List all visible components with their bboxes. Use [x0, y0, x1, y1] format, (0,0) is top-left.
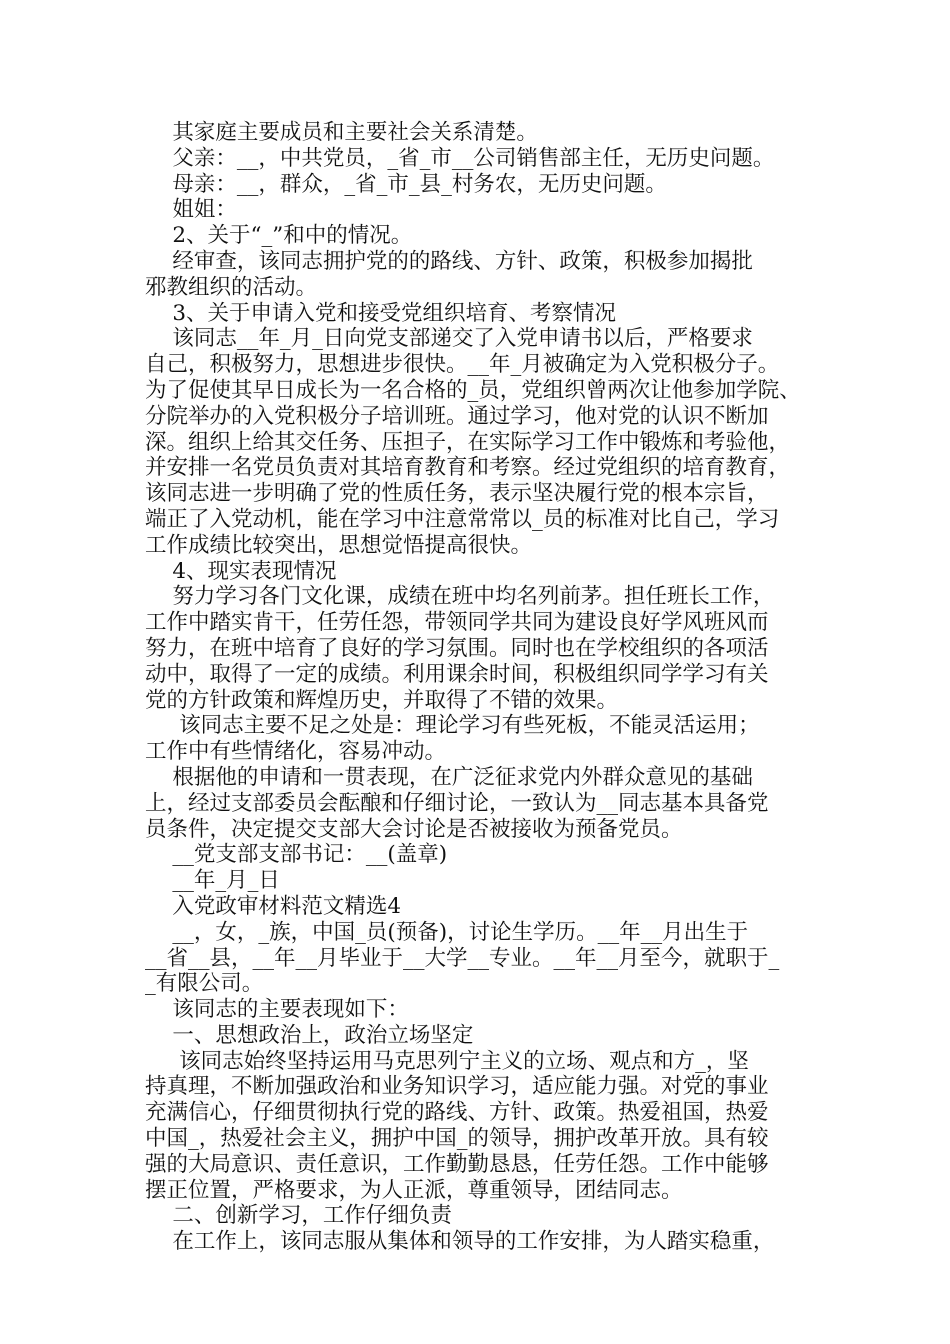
text-line: 工作中踏实肯干，任劳任怨，带领同学共同为建设良好学风班风而: [145, 610, 769, 636]
text-line: 自己，积极努力，思想进步很快。__年_月被确定为入党积极分子。: [145, 352, 780, 378]
text-line: 深。组织上给其交任务、压担子，在实际学习工作中锻炼和考验他，: [145, 429, 791, 455]
text-line: __，女，_族，中国_员(预备)，讨论生学历。__年__月出生于: [145, 919, 749, 945]
text-line: 为了促使其早日成长为一名合格的_员，党组织曾两次让他参加学院、: [145, 377, 801, 403]
text-line: 该同志进一步明确了党的性质任务，表示坚决履行党的根本宗旨，: [145, 481, 769, 507]
section-heading: 2、关于“_”和中的情况。: [145, 223, 413, 249]
text-line: 工作成绩比较突出，思想觉悟提高很快。: [145, 532, 533, 558]
text-line: 持真理，不断加强政治和业务知识学习，适应能力强。对党的事业: [145, 1074, 769, 1100]
text-line: 端正了入党动机，能在学习中注意常常以_员的标准对比自己，学习: [145, 506, 780, 532]
text-line: 动中，取得了一定的成绩。利用课余时间，积极组织同学学习有关: [145, 661, 769, 687]
date-line: __年_月_日: [145, 868, 280, 894]
text-line: 努力，在班中培育了良好的学习氛围。同时也在学校组织的各项活: [145, 635, 769, 661]
text-line: 根据他的申请和一贯表现，在广泛征求党内外群众意见的基础: [145, 764, 753, 790]
text-line: 员条件，决定提交支部大会讨论是否被接收为预备党员。: [145, 816, 683, 842]
section-heading: 二、创新学习，工作仔细负责: [145, 1203, 452, 1229]
text-line: 中国_，热爱社会主义，拥护中国_的领导，拥护改革开放。具有较: [145, 1126, 769, 1152]
document-page: [145, 120, 825, 1255]
text-line: 上，经过支部委员会酝酿和仔细讨论，一致认为__同志基本具备党: [145, 790, 769, 816]
text-line: 该同志主要不足之处是：理论学习有些死板，不能灵活运用；: [145, 713, 760, 739]
text-line: 摆正位置，严格要求，为人正派，尊重领导，团结同志。: [145, 1177, 683, 1203]
text-line: 父亲：__，中共党员，_省_市__公司销售部主任，无历史问题。: [145, 145, 775, 171]
text-line: 充满信心，仔细贯彻执行党的路线、方针、政策。热爱祖国，热爱: [145, 1100, 769, 1126]
text-line: 并安排一名党员负责对其培育教育和考察。经过党组织的培育教育，: [145, 455, 791, 481]
text-line: _有限公司。: [145, 971, 264, 997]
section-heading: 入党政审材料范文精选4: [145, 893, 402, 919]
signature-line: __党支部支部书记：__(盖章): [145, 842, 448, 868]
section-heading: 4、现实表现情况: [145, 558, 337, 584]
text-line: 分院举办的入党积极分子培训班。通过学习，他对党的认识不断加: [145, 403, 769, 429]
text-line: 该同志的主要表现如下：: [145, 997, 409, 1023]
text-line: 姐姐：: [145, 197, 237, 223]
text-line: 强的大局意识、责任意识，工作勤勤恳恳，任劳任怨。工作中能够: [145, 1151, 769, 1177]
text-line: 该同志__年_月_日向党支部递交了入党申请书以后，严格要求: [145, 326, 753, 352]
text-line: 该同志始终坚持运用马克思列宁主义的立场、观点和方_，坚: [145, 1048, 749, 1074]
text-line: 党的方针政策和辉煌历史，并取得了不错的效果。: [145, 687, 619, 713]
text-line: 其家庭主要成员和主要社会关系清楚。: [145, 120, 538, 145]
text-line: __省__县，__年__月毕业于__大学__专业。__年__月至今，就职于_: [145, 945, 780, 971]
text-line: 工作中有些情绪化，容易冲动。: [145, 739, 447, 765]
section-heading: 3、关于申请入党和接受党组织培育、考察情况: [145, 300, 617, 326]
text-line: 母亲：__，群众，_省_市_县_村务农，无历史问题。: [145, 171, 667, 197]
section-heading: 一、思想政治上，政治立场坚定: [145, 1022, 474, 1048]
text-line: 在工作上，该同志服从集体和领导的工作安排，为人踏实稳重，: [145, 1229, 775, 1255]
text-line: 努力学习各门文化课，成绩在班中均名列前茅。担任班长工作，: [145, 584, 775, 610]
text-line: 经审查，该同志拥护党的的路线、方针、政策，积极参加揭批: [145, 248, 753, 274]
text-line: 邪教组织的活动。: [145, 274, 318, 300]
